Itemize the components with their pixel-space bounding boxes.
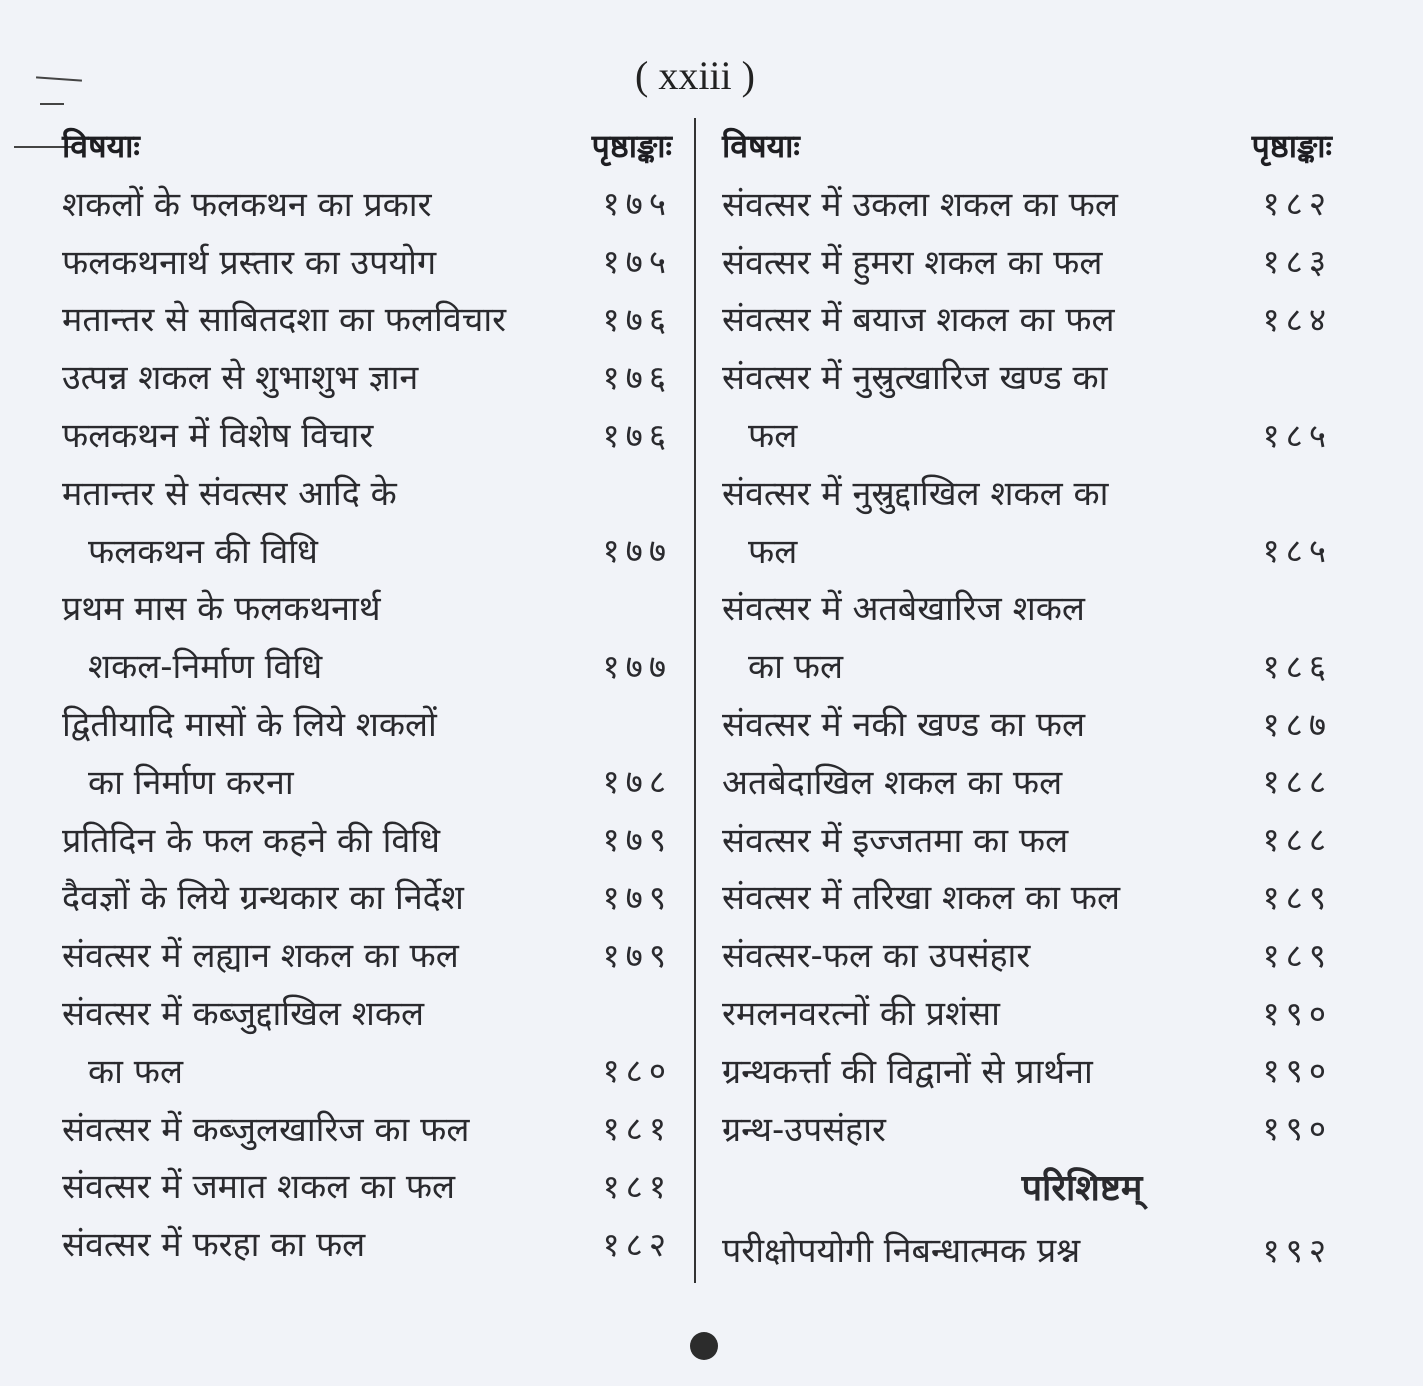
scan-mark (40, 103, 64, 105)
toc-entry-title: संवत्सर में तरिखा शकल का फल (722, 878, 1121, 919)
toc-entry (62, 290, 672, 348)
toc-entry-title: द्वितीयादि मासों के लिये शकलों (62, 705, 437, 746)
toc-entry-title: संवत्सर में हुमरा शकल का फल (722, 242, 1103, 283)
toc-entry (62, 579, 672, 695)
toc-entry-page: १९० (1262, 993, 1332, 1033)
toc-entry (62, 174, 672, 232)
left-entry-list (62, 174, 672, 1272)
toc-entry (722, 1099, 1332, 1157)
right-column-header (722, 118, 1332, 174)
toc-entry (62, 868, 672, 926)
toc-entry (722, 868, 1332, 926)
page-heading: पृष्ठाङ्काः (591, 127, 672, 165)
toc-entry-line (62, 1157, 672, 1215)
toc-entry-line (722, 810, 1332, 868)
toc-entry-page: १७९ (602, 877, 672, 917)
toc-entry (722, 983, 1332, 1041)
toc-entry-line (62, 752, 672, 810)
subject-heading: विषयाः (722, 127, 800, 165)
toc-entry-page: १८९ (1262, 935, 1332, 975)
toc-entry-page: १८९ (1262, 877, 1332, 917)
toc-entry-title: का फल (748, 647, 843, 688)
toc-entry (722, 1041, 1332, 1099)
toc-entry (722, 752, 1332, 810)
toc-entry (62, 1214, 672, 1272)
toc-entry-page: १८६ (1262, 646, 1332, 686)
left-column (62, 118, 672, 1272)
toc-entry-page: १९० (1262, 1051, 1332, 1091)
bullet-mark (690, 1332, 718, 1360)
toc-entry-page: १८८ (1262, 762, 1332, 802)
toc-entry-page: १८८ (1262, 820, 1332, 860)
toc-entry-line (62, 579, 672, 637)
left-column-header (62, 118, 672, 174)
toc-entry-title: संवत्सर में नकी खण्ड का फल (722, 705, 1085, 746)
toc-entry-title: संवत्सर में बयाज शकल का फल (722, 300, 1115, 341)
toc-entry-title: परीक्षोपयोगी निबन्धात्मक प्रश्न (722, 1231, 1081, 1272)
toc-entry-line (62, 521, 672, 579)
toc-entry (722, 290, 1332, 348)
toc-entry (722, 925, 1332, 983)
toc-entry-line (62, 925, 672, 983)
toc-entry-title: संवत्सर में नुस्रुद्दाखिल शकल का (722, 473, 1109, 514)
page-heading: पृष्ठाङ्काः (1251, 127, 1332, 165)
subject-heading: विषयाः (62, 127, 140, 165)
toc-entry-page: १७७ (602, 531, 672, 571)
appendix-title: परिशिष्टम् (1021, 1167, 1143, 1209)
toc-entry-line (62, 694, 672, 752)
toc-entry (722, 174, 1332, 232)
toc-entry-title: दैवज्ञों के लिये ग्रन्थकार का निर्देश (62, 878, 464, 919)
toc-entry-line (62, 983, 672, 1041)
toc-entry (62, 232, 672, 290)
toc-entry-page: १७६ (602, 415, 672, 455)
toc-entry-title: उत्पन्न शकल से शुभाशुभ ज्ञान (62, 358, 419, 399)
toc-entry-title: रमलनवरत्नों की प्रशंसा (722, 994, 1000, 1035)
toc-entry-title: अतबेदाखिल शकल का फल (722, 762, 1063, 803)
toc-entry-page: १८२ (1262, 184, 1332, 224)
toc-entry-line (722, 868, 1332, 926)
toc-entry-line (722, 174, 1332, 232)
toc-entry-title: संवत्सर में अतबेखारिज शकल (722, 589, 1085, 630)
toc-entry-title: संवत्सर-फल का उपसंहार (722, 936, 1031, 977)
toc-entry-title: संवत्सर में इज्जतमा का फल (722, 820, 1069, 861)
toc-entry-title: संवत्सर में जमात शकल का फल (62, 1167, 456, 1208)
toc-entry-line (62, 1214, 672, 1272)
toc-entry-title: संवत्सर में फरहा का फल (62, 1225, 366, 1266)
toc-entry (722, 347, 1332, 463)
toc-entry-page: १७५ (602, 184, 672, 224)
toc-entry-page: १८७ (1262, 704, 1332, 744)
toc-entry-line (62, 1041, 672, 1099)
toc-entry-page: १८५ (1262, 415, 1332, 455)
toc-entry (722, 1221, 1332, 1279)
toc-entry-page: १९२ (1262, 1230, 1332, 1270)
toc-entry-line (722, 347, 1332, 405)
toc-entry-page: १८१ (602, 1166, 672, 1206)
toc-entry-title: प्रतिदिन के फल कहने की विधि (62, 820, 441, 861)
toc-entry-page: १८० (602, 1051, 672, 1091)
toc-entry (62, 983, 672, 1099)
toc-entry-title: का निर्माण करना (88, 762, 294, 803)
toc-entry (62, 1157, 672, 1215)
toc-entry-line (722, 405, 1332, 463)
toc-entry-title: संवत्सर में लह्यान शकल का फल (62, 936, 459, 977)
toc-entry (722, 810, 1332, 868)
toc-entry-title: शकलों के फलकथन का प्रकार (62, 184, 432, 225)
toc-entry-title: का फल (88, 1051, 183, 1092)
appendix-entry-list (722, 1221, 1332, 1279)
toc-entry-line (62, 1099, 672, 1157)
toc-entry-page: १७६ (602, 299, 672, 339)
toc-entry-page: १७७ (602, 646, 672, 686)
toc-entry-title: संवत्सर में कब्जुलखारिज का फल (62, 1109, 470, 1150)
toc-entry-line (722, 694, 1332, 752)
toc-entry-line (722, 1099, 1332, 1157)
toc-entry-page: १८४ (1262, 299, 1332, 339)
toc-entry-line (722, 463, 1332, 521)
toc-entry-page: १७९ (602, 935, 672, 975)
toc-entry-line (722, 983, 1332, 1041)
toc-entry-title: फलकथनार्थ प्रस्तार का उपयोग (62, 242, 437, 283)
toc-entry-title: संवत्सर में कब्जुद्दाखिल शकल (62, 994, 425, 1035)
toc-entry-line (62, 232, 672, 290)
toc-entry-line (722, 579, 1332, 637)
toc-entry-title: ग्रन्थकर्त्ता की विद्वानों से प्रार्थना (722, 1051, 1093, 1092)
toc-entry-title: संवत्सर में नुस्रुत्खारिज खण्ड का (722, 358, 1108, 399)
toc-entry-line (62, 174, 672, 232)
toc-entry-line (722, 636, 1332, 694)
toc-entry-title: शकल-निर्माण विधि (88, 647, 323, 688)
toc-entry-title: फल (748, 531, 798, 572)
toc-entry-line (62, 290, 672, 348)
toc-entry-line (722, 521, 1332, 579)
toc-entry-page: १७५ (602, 242, 672, 282)
toc-entry-title: मतान्तर से साबितदशा का फलविचार (62, 300, 507, 341)
toc-entry-line (62, 868, 672, 926)
toc-entry (722, 232, 1332, 290)
toc-entry-line (722, 290, 1332, 348)
toc-entry (62, 694, 672, 810)
toc-entry (722, 694, 1332, 752)
toc-entry-line (722, 232, 1332, 290)
toc-entry (62, 463, 672, 579)
toc-entry (62, 405, 672, 463)
toc-entry-title: ग्रन्थ-उपसंहार (722, 1109, 886, 1150)
toc-entry-line (62, 463, 672, 521)
toc-entry-line (722, 1041, 1332, 1099)
toc-entry-line (722, 1221, 1332, 1279)
right-entry-list (722, 174, 1332, 1157)
toc-entry-page: १८५ (1262, 531, 1332, 571)
toc-entry-page: १८२ (602, 1224, 672, 1264)
toc-entry-line (62, 810, 672, 868)
toc-entry-line (722, 752, 1332, 810)
toc-entry-line (62, 347, 672, 405)
toc-entry-line (62, 405, 672, 463)
toc-entry (722, 579, 1332, 695)
toc-entry (62, 347, 672, 405)
toc-entry (722, 463, 1332, 579)
column-divider (694, 118, 696, 1283)
toc-entry-page: १७९ (602, 820, 672, 860)
toc-entry-title: फलकथन में विशेष विचार (62, 416, 374, 457)
toc-entry-page: १८१ (602, 1109, 672, 1149)
toc-entry (62, 810, 672, 868)
toc-entry-page: १९० (1262, 1109, 1332, 1149)
toc-entry-page: १७८ (602, 762, 672, 802)
toc-entry-title: मतान्तर से संवत्सर आदि के (62, 473, 397, 514)
toc-entry (62, 1099, 672, 1157)
toc-entry-page: १७६ (602, 357, 672, 397)
toc-entry-line (722, 925, 1332, 983)
right-column (722, 118, 1332, 1278)
toc-entry-title: फल (748, 416, 798, 457)
toc-entry (62, 925, 672, 983)
toc-entry-line (62, 636, 672, 694)
toc-entry-title: प्रथम मास के फलकथनार्थ (62, 589, 381, 630)
toc-entry-title: फलकथन की विधि (88, 531, 318, 572)
page-number: ( xxiii ) (635, 53, 755, 98)
toc-entry-title: संवत्सर में उकला शकल का फल (722, 184, 1118, 225)
toc-entry-page: १८३ (1262, 242, 1332, 282)
